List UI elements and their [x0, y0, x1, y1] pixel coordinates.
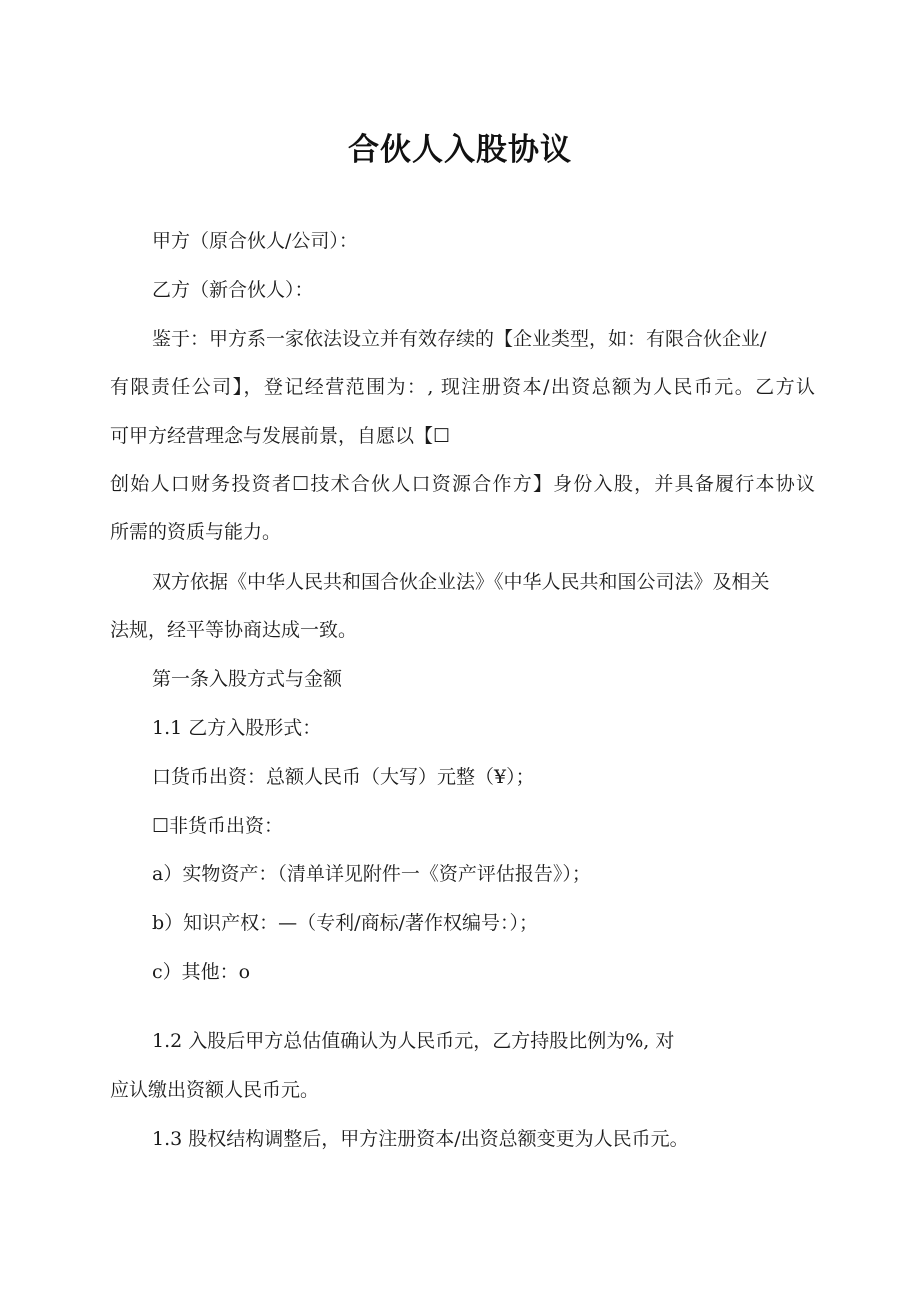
- clause-1-3: 1.3 股权结构调整后，甲方注册资本/出资总额变更为人民币元。: [152, 1128, 689, 1150]
- whereas-line-5: 所需的资质与能力。: [110, 521, 282, 543]
- whereas-line-2: 有限责任公司】，登记经营范围为：, 现注册资本/出资总额为人民币元。乙方认: [110, 376, 815, 398]
- non-cash-contribution-option: ☐非货币出资：: [152, 815, 284, 837]
- clause-1-2-line-2: 应认缴出资额人民币元。: [110, 1079, 320, 1101]
- item-b-intellectual-property: b）知识产权：—（专利/商标/著作权编号：）；: [152, 912, 538, 934]
- whereas-line-3: 可甲方经营理念与发展前景，自愿以【☐: [110, 425, 451, 447]
- clause-1-2-line-1: 1.2 入股后甲方总估值确认为人民币元，乙方持股比例为%, 对: [152, 1030, 675, 1052]
- item-a-physical-assets: a）实物资产：（清单详见附件一《资产评估报告》）；: [152, 863, 591, 885]
- document-title: 合伙人入股协议: [348, 132, 572, 168]
- whereas-line-4: 创始人口财务投资者☐技术合伙人口资源合作方】身份入股，并具备履行本协议: [110, 473, 815, 495]
- whereas-line-1: 鉴于：甲方系一家依法设立并有效存续的【企业类型，如：有限合伙企业/: [152, 328, 767, 350]
- article-1-heading: 第一条入股方式与金额: [152, 668, 343, 690]
- cash-contribution-option: 口货币出资：总额人民币（大写）元整（¥）；: [152, 766, 535, 788]
- legal-basis-line-1: 双方依据《中华人民共和国合伙企业法》《中华人民共和国公司法》及相关: [152, 571, 770, 593]
- clause-1-1: 1.1 乙方入股形式：: [152, 717, 322, 739]
- item-c-other: c）其他：o: [152, 961, 251, 983]
- party-a-line: 甲方（原合伙人/公司）：: [152, 230, 358, 252]
- party-b-line: 乙方（新合伙人）：: [152, 279, 314, 301]
- legal-basis-line-2: 法规，经平等协商达成一致。: [110, 619, 358, 641]
